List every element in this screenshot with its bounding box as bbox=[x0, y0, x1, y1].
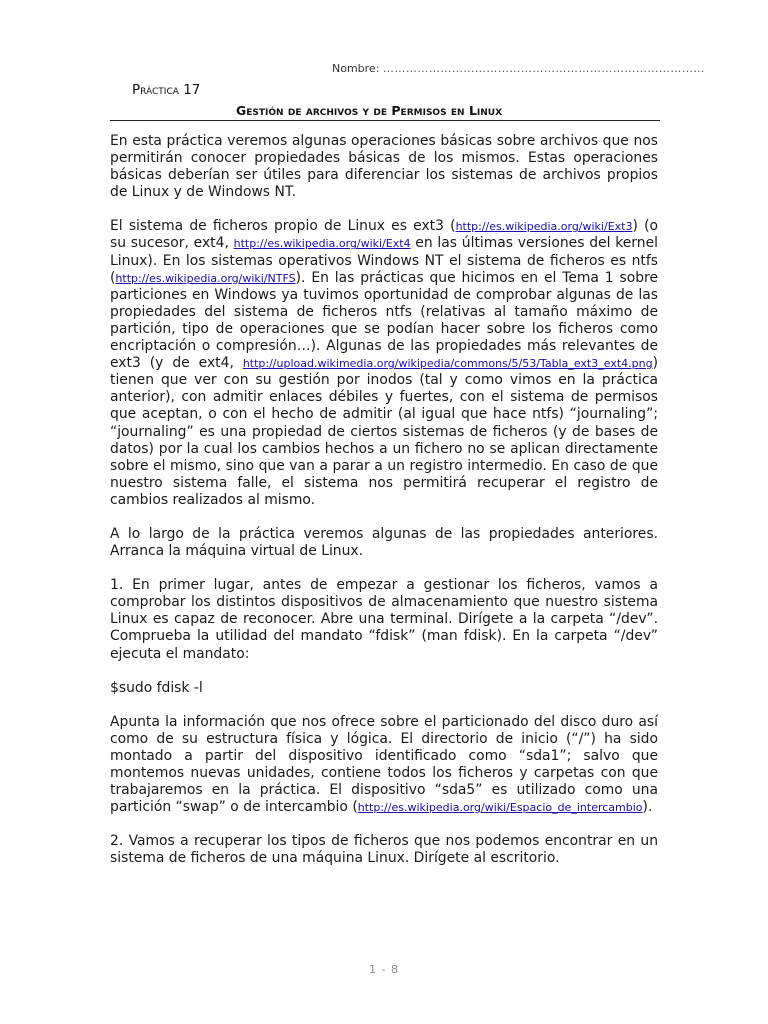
paragraph-intro: En esta práctica veremos algunas operaciones básicas sobre archivos que nos permitirán conocer propiedades básicas de los mismos. Estas operaciones básicas deberían ser útiles para diferenciar los sistemas de archivos propios de Linux y de Windows NT. bbox=[110, 133, 658, 201]
name-blank: ………………………………………………………………………… bbox=[382, 62, 705, 75]
paragraph-partitions bbox=[110, 714, 658, 817]
text-span: Apunta la información que nos ofrece sobre el particionado del disco duro así como de su estructura física y lógica. El directorio de inicio (“/”) ha sido montado a partir del dispositivo identificado como “sda1”; salvo que montemos nuevas unidades, contiene todos los ficheros y carpetas con que trabajaremos en la práctica. El dispositivo “sda5” es utilizado como una partición “swap” o de intercambio ( bbox=[110, 713, 658, 816]
paragraph-filesystems bbox=[110, 218, 658, 509]
paragraph-vm: A lo largo de la práctica veremos algunas de las propiedades anteriores. Arranca la máquina virtual de Linux. bbox=[110, 525, 658, 560]
text-span: El sistema de ficheros propio de Linux es ext3 ( bbox=[110, 218, 456, 235]
paragraph-step-1: 1. En primer lugar, antes de empezar a gestionar los ficheros, vamos a comprobar los distintos dispositivos de almacenamiento que nuestro sistema Linux es capaz de reconocer. Abre una terminal. Dirígete a la carpeta “/dev”. Comprueba la utilidad del mandato “fdisk” (man fdisk). En la carpeta “/dev” ejecuta el mandato: bbox=[110, 577, 658, 662]
command-fdisk: $sudo fdisk -l bbox=[110, 679, 203, 696]
text-span: ). En las prácticas que hicimos en el Tema 1 sobre particiones en Windows ya tuvimos oportunidad de comprobar algunas de las propiedades del sistema de ficheros ntfs (relativas al tamaño máximo de partición, tipo de operaciones que se podían hacer sobre los ficheros como encriptación o compresión…). Algunas de las propiedades más relevantes de ext3 (y de ext4, bbox=[110, 269, 658, 372]
link-swap[interactable]: http://es.wikipedia.org/wiki/Espacio_de_intercambio bbox=[357, 801, 643, 815]
link-ext3-ext4-table[interactable]: http://upload.wikimedia.org/wikipedia/commons/5/53/Tabla_ext3_ext4.png bbox=[242, 357, 653, 371]
name-field-line bbox=[332, 62, 705, 75]
page-number: 1 - 8 bbox=[369, 963, 399, 976]
paragraph-step-2: 2. Vamos a recuperar los tipos de ficheros que nos podemos encontrar en un sistema de ficheros de una máquina Linux. Dirígete al escritorio. bbox=[110, 833, 658, 867]
name-label: Nombre: bbox=[332, 62, 380, 75]
link-ext4[interactable]: http://es.wikipedia.org/wiki/Ext4 bbox=[233, 237, 411, 251]
text-span: ) tienen que ver con su gestión por inodos (tal y como vimos en la práctica anterior), con admitir enlaces débiles y fuertes, con el sistema de permisos que aceptan, o con el hecho de admitir (al igual que hace ntfs) “journaling”; “journaling” es una propiedad de ciertos sistemas de ficheros (y de bases de datos) por la cual los cambios hechos a un fichero no se aplican directamente sobre el mismo, sino que van a parar a un registro intermedio. En caso de que nuestro sistema falle, el sistema nos permitirá recuperar el registro de cambios realizados al mismo. bbox=[110, 355, 658, 508]
practice-number: Práctica 17 bbox=[132, 82, 201, 98]
body-text bbox=[110, 133, 658, 884]
link-ntfs[interactable]: http://es.wikipedia.org/wiki/NTFS bbox=[115, 271, 296, 285]
text-span: en las últimas versiones del kernel Linux). En los sistemas operativos Windows NT el sistema de ficheros es ntfs ( bbox=[110, 235, 658, 286]
title-divider bbox=[110, 120, 660, 121]
document-title: Gestión de archivos y de Permisos en Linux bbox=[236, 103, 503, 118]
link-ext3[interactable]: http://es.wikipedia.org/wiki/Ext3 bbox=[455, 220, 633, 234]
text-span: ) (o su sucesor, ext4, bbox=[110, 218, 658, 252]
text-span: ). bbox=[642, 799, 653, 816]
